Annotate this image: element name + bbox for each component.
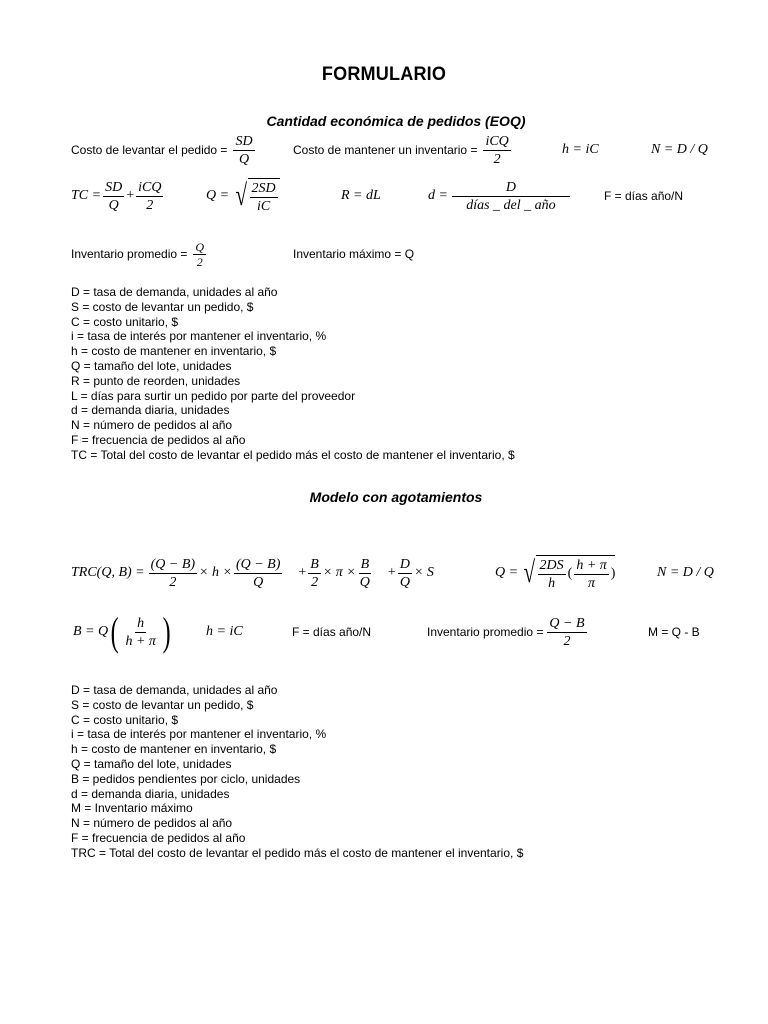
h-formula-2: h = iC (206, 624, 243, 639)
list-item: Q = tamaño del lote, unidades (71, 756, 232, 771)
shortages-glossary (71, 683, 523, 861)
list-item: N = número de pedidos al año (71, 816, 233, 831)
section-shortages-heading: Modelo con agotamientos (309, 489, 483, 505)
holding-cost-label: Costo de mantener un inventario = (293, 143, 478, 157)
optimal-q-formula: Q = √ $\frac{2DS}{h}$ ( $\frac{h + \pi}{\pi}$ ) (495, 556, 616, 591)
list-item: S = costo de levantar un pedido, $ (71, 697, 254, 712)
avg-inventory-formula: Inventario promedio = $\frac{Q}{2}$ (71, 239, 205, 269)
list-item: TC = Total del costo de levantar el pedido más el costo de mantener el inventario, $ (71, 447, 515, 462)
eoq-fraction: $\frac{2SD}{iC}$ (251, 180, 276, 214)
ordering-cost-formula (71, 130, 257, 170)
list-item: N = número de pedidos al año (71, 418, 233, 433)
list-item: h = costo de mantener en inventario, $ (71, 344, 277, 359)
section-eoq-heading: Cantidad económica de pedidos (EOQ) (266, 113, 526, 129)
tc-fraction-2: $\frac{\text{iCQ}}{2}$ (138, 179, 162, 213)
ordering-cost-label: Costo de levantar el pedido = (71, 143, 228, 157)
frequency-formula: F = días año/N (604, 189, 684, 203)
backorder-formula: B = Q ( $\frac{h}{h + \pi}$ ) (73, 609, 171, 654)
list-item: i = tasa de interés por mantener el inventario, % (71, 727, 327, 742)
list-item: R = punto de reorden, unidades (71, 373, 241, 388)
list-item: d = demanda diaria, unidades (71, 403, 230, 418)
page-title: FORMULARIO (321, 64, 447, 85)
eoq-formula: Q = √ $\frac{2SD}{iC}$ (206, 174, 280, 218)
eoq-glossary (71, 285, 515, 463)
sqrt-sign: √ $\frac{2SD}{iC}$ (233, 178, 280, 215)
list-item: B = pedidos pendientes por ciclo, unidades (71, 771, 301, 786)
list-item: C = costo unitario, $ (71, 712, 179, 727)
list-item: S = costo de levantar un pedido, $ (71, 299, 254, 314)
list-item: D = tasa de demanda, unidades al año (71, 683, 278, 697)
list-item: Q = tamaño del lote, unidades (71, 358, 232, 373)
list-item: d = demanda diaria, unidades (71, 786, 230, 801)
holding-cost-formula (293, 130, 513, 170)
list-item: D = tasa de demanda, unidades al año (71, 285, 278, 299)
list-item: h = costo de mantener en inventario, $ (71, 742, 277, 757)
list-item: F = frecuencia de pedidos al año (71, 432, 246, 447)
n-formula-2: N = D / Q (657, 565, 714, 580)
avg-inventory-formula-2: Inventario promedio = $\frac{Q - B}{2}$ (427, 615, 585, 649)
list-item: M = Inventario máximo (71, 801, 193, 816)
max-inventory-formula: Inventario máximo = Q (293, 247, 415, 261)
list-item: F = frecuencia de pedidos al año (71, 830, 246, 845)
ordering-cost-fraction: $\frac{SD}{Q}$ (235, 133, 253, 167)
trc-formula: TRC(Q, B) = $\frac{(Q - B)}{2}$ × h × $\frac{(Q - B)}{Q}$ + $\frac{B}{2}$ × π × $\frac{B}{Q}$ + $\frac{D}{Q}$ × S (71, 556, 434, 590)
daily-demand-fraction: $\frac{D}{\text{días \_ del \_ año}}$ (452, 179, 570, 214)
tc-fraction-1: $\frac{SD}{Q}$ (105, 179, 123, 213)
list-item: L = días para surtir un pedido por parte del proveedor (71, 388, 356, 403)
n-formula: N = D / Q (651, 142, 708, 157)
max-inventory-formula-2: M = Q - B (648, 625, 700, 639)
sqrt-sign: √ $\frac{2DS}{h}$ ( $\frac{h + \pi}{\pi}$ ) (523, 556, 616, 591)
frequency-formula-2: F = días año/N (292, 625, 372, 639)
tc-formula: TC = $\frac{SD}{Q}$ + $\frac{\text{iCQ}}{2}$ (71, 179, 162, 213)
list-item: i = tasa de interés por mantener el inventario, % (71, 329, 327, 344)
list-item: TRC = Total del costo de levantar el pedido más el costo de mantener el inventario, $ (71, 845, 524, 860)
daily-demand-formula: d = $\frac{D}{\text{días \_ del \_ año}}$ (428, 175, 572, 217)
holding-cost-fraction: $\frac{\text{iCQ}}{2}$ (485, 133, 509, 167)
list-item: C = costo unitario, $ (71, 314, 179, 329)
avg-inventory-fraction: $\frac{Q}{2}$ (195, 239, 205, 269)
h-formula: h = iC (562, 142, 599, 157)
reorder-point-formula: R = dL (341, 188, 381, 203)
